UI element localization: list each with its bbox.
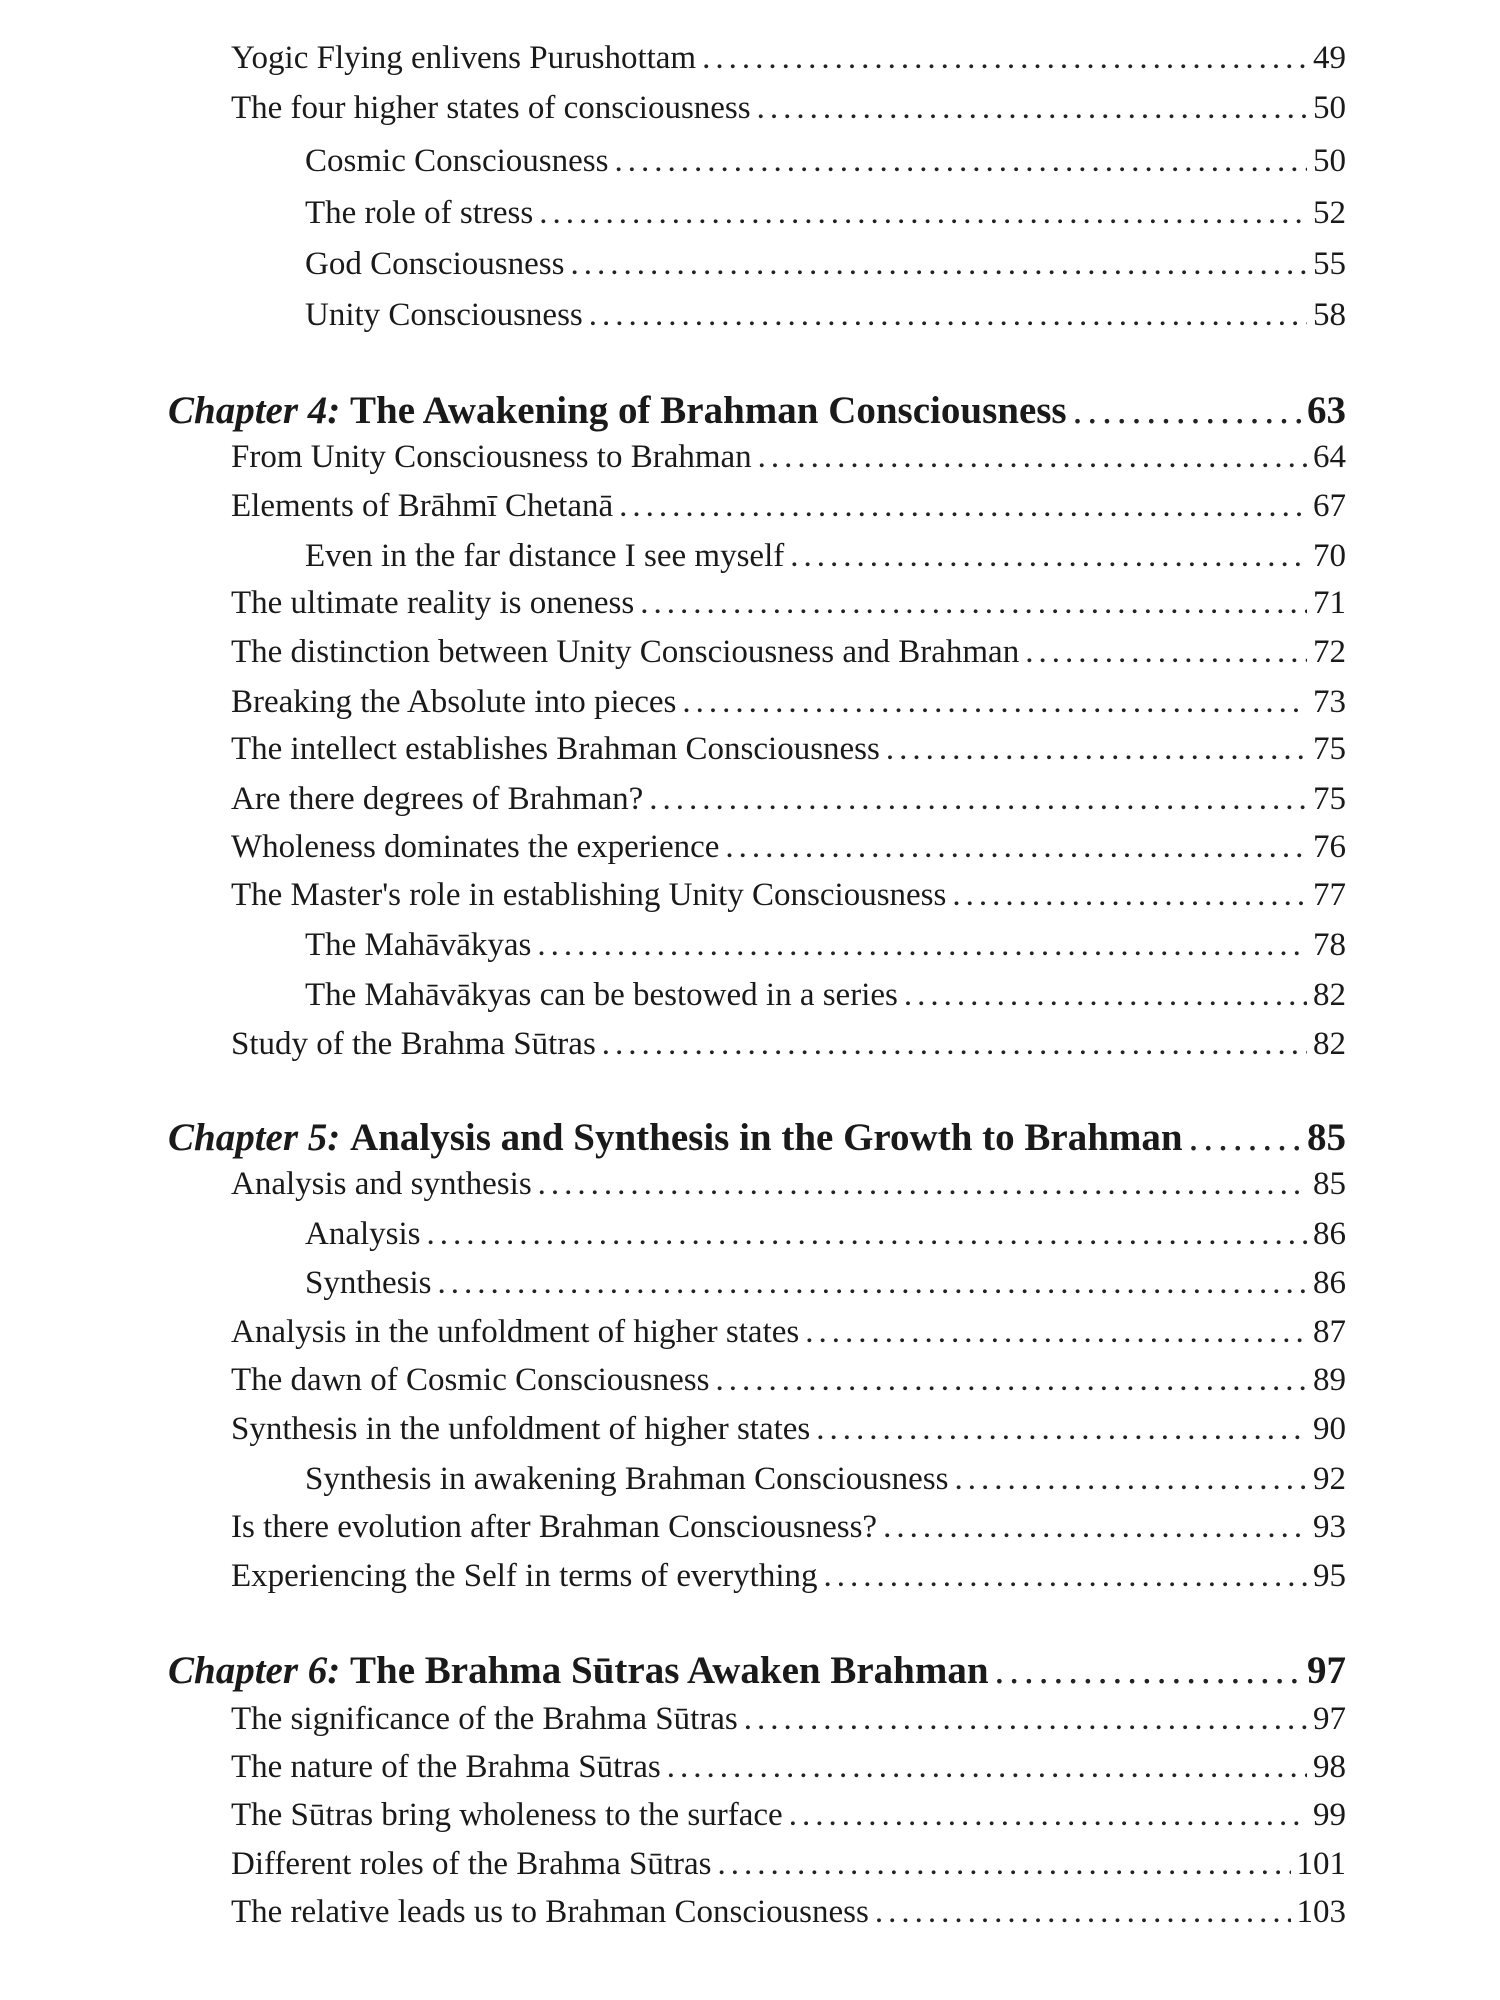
- dot-leader: [589, 297, 1307, 334]
- page-number: 101: [1296, 1846, 1346, 1882]
- page-number: 82: [1313, 977, 1346, 1013]
- dot-leader: [816, 1411, 1307, 1448]
- page-number: 75: [1313, 731, 1346, 767]
- page-number: 75: [1313, 781, 1346, 817]
- dot-leader: [995, 1648, 1301, 1693]
- toc-entry-title: Even in the far distance I see myself: [305, 538, 785, 574]
- toc-entry-title: Analysis in the unfoldment of higher states: [231, 1314, 800, 1350]
- page-number: 90: [1313, 1411, 1346, 1447]
- toc-entry: [231, 90, 1346, 127]
- dot-leader: [619, 488, 1307, 525]
- toc-entry: [231, 1509, 1346, 1546]
- toc-entry-title: Yogic Flying enlivens Purushottam: [231, 40, 697, 76]
- page-number: 89: [1313, 1362, 1346, 1398]
- page-number: 85: [1307, 1116, 1346, 1159]
- toc-entry: [231, 781, 1346, 818]
- toc-entry: [231, 1362, 1346, 1399]
- toc-entry: [305, 927, 1346, 964]
- toc-entry: [231, 1894, 1346, 1931]
- toc-entry-title: Breaking the Absolute into pieces: [231, 684, 677, 720]
- toc-entry: [231, 877, 1346, 914]
- dot-leader: [715, 1362, 1307, 1399]
- dot-leader: [570, 246, 1307, 283]
- toc-entry: [231, 1749, 1346, 1786]
- dot-leader: [1073, 388, 1301, 433]
- toc-entry-title: Analysis and synthesis: [231, 1166, 532, 1202]
- page-number: 92: [1313, 1461, 1346, 1497]
- toc-entry: [231, 1797, 1346, 1834]
- toc-entry-title: The distinction between Unity Consciousness and Brahman: [231, 634, 1020, 670]
- dot-leader: [640, 585, 1307, 622]
- toc-entry: [305, 538, 1346, 575]
- dot-leader: [952, 877, 1307, 914]
- page-number: 50: [1313, 143, 1346, 179]
- chapter-title: The Awakening of Brahman Consciousness: [350, 389, 1067, 432]
- chapter-label: Chapter 4:: [168, 389, 341, 432]
- toc-entry-title: Analysis: [305, 1216, 421, 1252]
- toc-entry-title: Are there degrees of Brahman?: [231, 781, 644, 817]
- toc-entry: [231, 731, 1346, 768]
- toc-entry-title: Is there evolution after Brahman Consciousness?: [231, 1509, 878, 1545]
- page-number: 103: [1296, 1894, 1346, 1930]
- toc-entry: [231, 439, 1346, 476]
- toc-entry-title: The role of stress: [305, 195, 534, 231]
- dot-leader: [539, 195, 1307, 232]
- dot-leader: [875, 1894, 1291, 1931]
- toc-entry-title: Experiencing the Self in terms of everything: [231, 1558, 818, 1594]
- toc-entry-title: Synthesis in the unfoldment of higher states: [231, 1411, 811, 1447]
- toc-entry-title: The four higher states of consciousness: [231, 90, 751, 126]
- toc-entry: [231, 634, 1346, 671]
- dot-leader: [805, 1314, 1307, 1351]
- dot-leader: [790, 538, 1307, 575]
- dot-leader: [537, 927, 1307, 964]
- dot-leader: [1025, 634, 1307, 671]
- page-number: 99: [1313, 1797, 1346, 1833]
- toc-entry: [231, 40, 1346, 77]
- page-number: 78: [1313, 927, 1346, 963]
- dot-leader: [614, 143, 1307, 180]
- dot-leader: [1189, 1115, 1301, 1160]
- toc-entry-title: The relative leads us to Brahman Consciousness: [231, 1894, 869, 1930]
- page-number: 86: [1313, 1216, 1346, 1252]
- toc-entry-title: The dawn of Cosmic Consciousness: [231, 1362, 710, 1398]
- toc-entry-title: Cosmic Consciousness: [305, 143, 609, 179]
- toc-entry: [305, 143, 1346, 180]
- dot-leader: [883, 1509, 1307, 1546]
- page-number: 58: [1313, 297, 1346, 333]
- toc-chapter-heading: [168, 388, 1346, 433]
- toc-entry-title: Study of the Brahma Sūtras: [231, 1026, 596, 1062]
- toc-entry-title: Different roles of the Brahma Sūtras: [231, 1846, 712, 1882]
- page-number: 85: [1313, 1166, 1346, 1202]
- page-number: 98: [1313, 1749, 1346, 1785]
- toc-entry: [231, 1314, 1346, 1351]
- dot-leader: [649, 781, 1307, 818]
- dot-leader: [789, 1797, 1307, 1834]
- toc-entry: [231, 1411, 1346, 1448]
- toc-entry-title: The ultimate reality is oneness: [231, 585, 635, 621]
- toc-chapter-heading: [168, 1648, 1346, 1693]
- page-number: 97: [1307, 1649, 1346, 1692]
- toc-entry: [231, 1701, 1346, 1738]
- chapter-label: Chapter 6:: [168, 1649, 341, 1692]
- page-number: 77: [1313, 877, 1346, 913]
- toc-entry: [231, 488, 1346, 525]
- toc-entry: [231, 684, 1346, 721]
- toc-entry-title: The intellect establishes Brahman Consciousness: [231, 731, 880, 767]
- page-number: 82: [1313, 1026, 1346, 1062]
- dot-leader: [824, 1558, 1308, 1595]
- toc-entry-title: Unity Consciousness: [305, 297, 583, 333]
- dot-leader: [757, 90, 1307, 127]
- toc-entry-title: Elements of Brāhmī Chetanā: [231, 488, 614, 524]
- toc-entry: [305, 1461, 1346, 1498]
- page-number: 67: [1313, 488, 1346, 524]
- toc-entry-title: [168, 1648, 989, 1693]
- toc-entry-title: From Unity Consciousness to Brahman: [231, 439, 752, 475]
- dot-leader: [886, 731, 1307, 768]
- dot-leader: [725, 829, 1307, 866]
- dot-leader: [702, 40, 1307, 77]
- toc-entry: [231, 1558, 1346, 1595]
- dot-leader: [718, 1846, 1291, 1883]
- page-number: 87: [1313, 1314, 1346, 1350]
- toc-entry: [305, 246, 1346, 283]
- dot-leader: [667, 1749, 1307, 1786]
- toc-entry-title: [168, 1115, 1183, 1160]
- toc-entry-title: The Mahāvākyas: [305, 927, 532, 963]
- page-number: 76: [1313, 829, 1346, 865]
- dot-leader: [758, 439, 1307, 476]
- toc-entry: [305, 1216, 1346, 1253]
- toc-entry-title: The Sūtras bring wholeness to the surface: [231, 1797, 783, 1833]
- page-number: 86: [1313, 1265, 1346, 1301]
- page-number: 97: [1313, 1701, 1346, 1737]
- toc-entry: [231, 585, 1346, 622]
- page-number: 73: [1313, 684, 1346, 720]
- toc-entry-title: [168, 388, 1067, 433]
- toc-entry: [305, 195, 1346, 232]
- toc-entry-title: The Mahāvākyas can be bestowed in a series: [305, 977, 898, 1013]
- toc-entry-title: God Consciousness: [305, 246, 565, 282]
- toc-entry: [231, 1846, 1346, 1883]
- dot-leader: [602, 1026, 1307, 1063]
- toc-entry: [305, 977, 1346, 1014]
- chapter-label: Chapter 5:: [168, 1116, 341, 1159]
- page-number: 50: [1313, 90, 1346, 126]
- toc-entry-title: Synthesis in awakening Brahman Consciousness: [305, 1461, 949, 1497]
- dot-leader: [427, 1216, 1308, 1253]
- toc-chapter-heading: [168, 1115, 1346, 1160]
- page-number: 72: [1313, 634, 1346, 670]
- page-number: 49: [1313, 40, 1346, 76]
- toc-entry: [231, 1166, 1346, 1203]
- toc-entry-title: The nature of the Brahma Sūtras: [231, 1749, 661, 1785]
- dot-leader: [744, 1701, 1307, 1738]
- toc-entry: [231, 829, 1346, 866]
- dot-leader: [954, 1461, 1307, 1498]
- dot-leader: [438, 1265, 1307, 1302]
- page-number: 71: [1313, 585, 1346, 621]
- toc-entry: [305, 297, 1346, 334]
- page-number: 52: [1313, 195, 1346, 231]
- dot-leader: [904, 977, 1307, 1014]
- dot-leader: [538, 1166, 1307, 1203]
- chapter-title: Analysis and Synthesis in the Growth to Brahman: [350, 1116, 1183, 1159]
- chapter-title: The Brahma Sūtras Awaken Brahman: [350, 1649, 989, 1692]
- toc-entry-title: The Master's role in establishing Unity Consciousness: [231, 877, 947, 913]
- page-number: 64: [1313, 439, 1346, 475]
- toc-entry-title: Wholeness dominates the experience: [231, 829, 720, 865]
- page-number: 95: [1313, 1558, 1346, 1594]
- page-number: 93: [1313, 1509, 1346, 1545]
- toc-entry: [305, 1265, 1346, 1302]
- page-number: 63: [1307, 389, 1346, 432]
- toc-entry-title: The significance of the Brahma Sūtras: [231, 1701, 738, 1737]
- dot-leader: [682, 684, 1307, 721]
- page-number: 70: [1313, 538, 1346, 574]
- page-number: 55: [1313, 246, 1346, 282]
- toc-entry: [231, 1026, 1346, 1063]
- toc-entry-title: Synthesis: [305, 1265, 432, 1301]
